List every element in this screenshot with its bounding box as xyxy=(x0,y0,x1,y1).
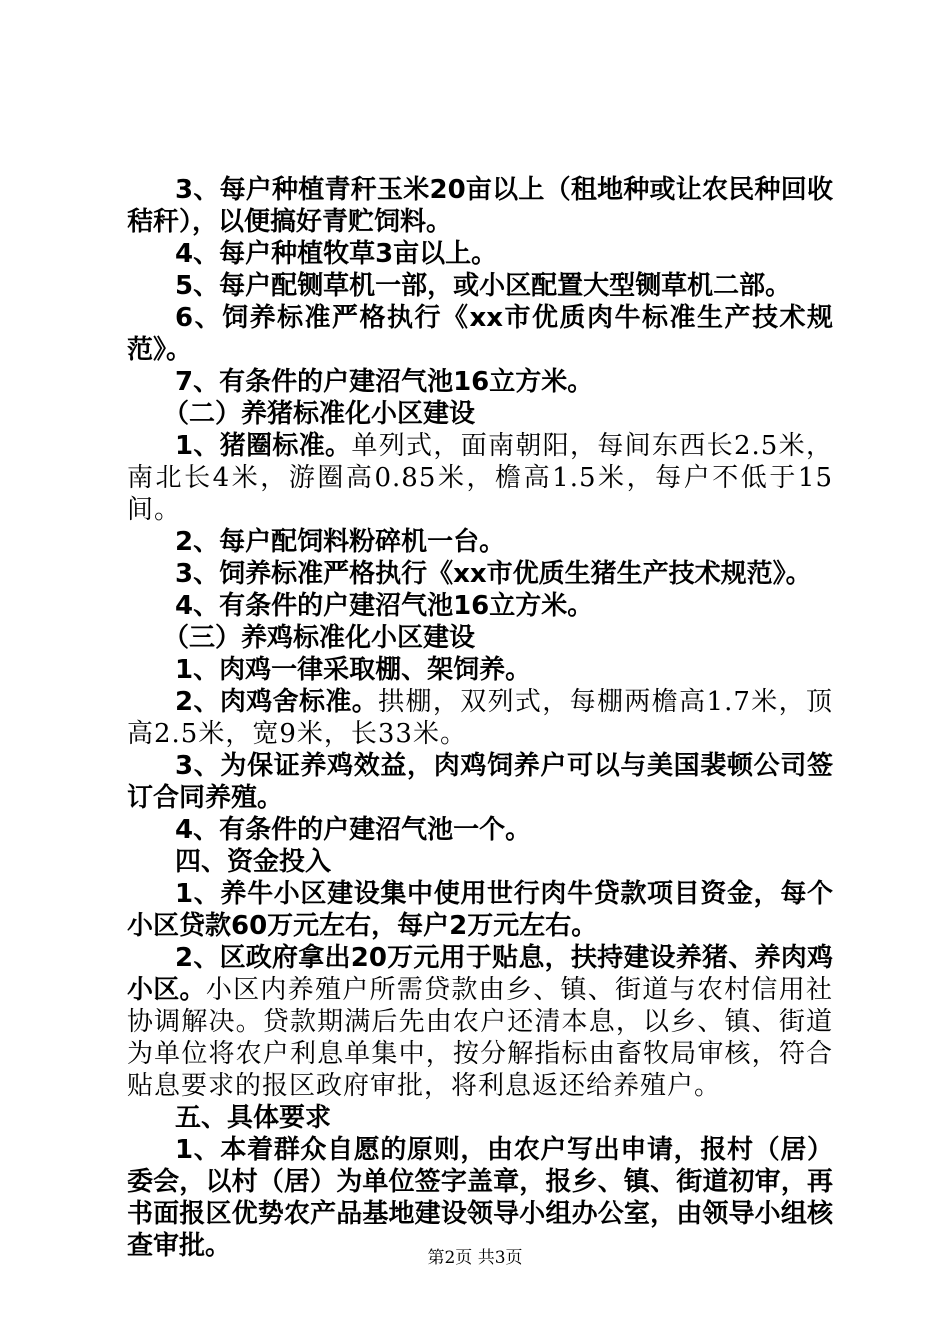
paragraph-text: 2、区政府拿出20万元用于贴息，扶持建设养猪、养肉鸡小区。 xyxy=(127,943,833,1005)
paragraph-text: 4、每户种植牧草3亩以上。 xyxy=(175,239,498,269)
section-heading-pig xyxy=(127,398,833,430)
paragraph-text-light: 单列式，面南朝阳，每间东西长2.5米，南北长4米，游圈高0.85米，檐高1.5米，每户不低于15间。 xyxy=(127,431,833,525)
paragraph-text: 1、养牛小区建设集中使用世行肉牛贷款项目资金，每个小区贷款60万元左右，每户2万元左右。 xyxy=(127,879,833,941)
paragraph-text: 3、饲养标准严格执行《xx市优质生猪生产技术规范》。 xyxy=(175,559,812,589)
paragraph-text: 6、饲养标准严格执行《xx市优质肉牛标准生产技术规范》。 xyxy=(127,303,833,365)
paragraph-item-5 xyxy=(127,270,833,302)
paragraph-coop-standard xyxy=(127,686,833,750)
section-heading-text: （三）养鸡标准化小区建设 xyxy=(163,623,476,653)
page-number-footer: 第2页 共3页 xyxy=(427,1248,523,1268)
paragraph-item-4 xyxy=(127,814,833,846)
paragraph-text: 1、猪圈标准。 xyxy=(175,431,352,461)
paragraph-item-1 xyxy=(127,654,833,686)
paragraph-text: 2、肉鸡舍标准。 xyxy=(175,687,379,717)
paragraph-pigpen-standard xyxy=(127,430,833,526)
section-heading-text: 四、资金投入 xyxy=(175,847,332,877)
section-heading-funding xyxy=(127,846,833,878)
paragraph-item-6 xyxy=(127,302,833,366)
paragraph-text: 2、每户配饲料粉碎机一台。 xyxy=(175,527,506,557)
paragraph-item-3 xyxy=(127,750,833,814)
paragraph-text-light: 小区内养殖户所需贷款由乡、镇、街道与农村信用社协调解决。贷款期满后先由农户还清本息，以乡、镇、街道为单位将农户利息单集中，按分解指标由畜牧局审核，符合贴息要求的报区政府审批，将利息返还给养殖户。 xyxy=(127,975,833,1101)
paragraph-text: 3、每户种植青秆玉米20亩以上（租地种或让农民种回收秸秆），以便搞好青贮饲料。 xyxy=(127,175,833,237)
paragraph-item-7 xyxy=(127,366,833,398)
paragraph-item-4 xyxy=(127,590,833,622)
document-body xyxy=(127,174,833,1262)
section-heading-text: （二）养猪标准化小区建设 xyxy=(163,399,476,429)
paragraph-item-4 xyxy=(127,238,833,270)
section-heading-chicken xyxy=(127,622,833,654)
paragraph-text: 4、有条件的户建沼气池一个。 xyxy=(175,815,532,845)
paragraph-item-1 xyxy=(127,878,833,942)
paragraph-text: 5、每户配铡草机一部，或小区配置大型铡草机二部。 xyxy=(175,271,792,301)
paragraph-text: 7、有条件的户建沼气池16立方米。 xyxy=(175,367,594,397)
paragraph-text: 4、有条件的户建沼气池16立方米。 xyxy=(175,591,594,621)
paragraph-item-3 xyxy=(127,558,833,590)
section-heading-requirements xyxy=(127,1102,833,1134)
paragraph-text: 1、肉鸡一律采取棚、架饲养。 xyxy=(175,655,532,685)
paragraph-item-3 xyxy=(127,174,833,238)
paragraph-text-light: 拱棚，双列式，每棚两檐高1.7米，顶高2.5米，宽9米，长33米。 xyxy=(127,687,834,749)
paragraph-text: 1、本着群众自愿的原则，由农户写出申请，报村（居）委会，以村（居）为单位签字盖章，报乡、镇、街道初审，再书面报区优势农产品基地建设领导小组办公室，由领导小组核查审批。 xyxy=(127,1135,833,1261)
paragraph-item-2 xyxy=(127,942,833,1102)
paragraph-text: 3、为保证养鸡效益，肉鸡饲养户可以与美国裴顿公司签订合同养殖。 xyxy=(127,751,833,813)
section-heading-text: 五、具体要求 xyxy=(175,1103,332,1133)
paragraph-item-2 xyxy=(127,526,833,558)
